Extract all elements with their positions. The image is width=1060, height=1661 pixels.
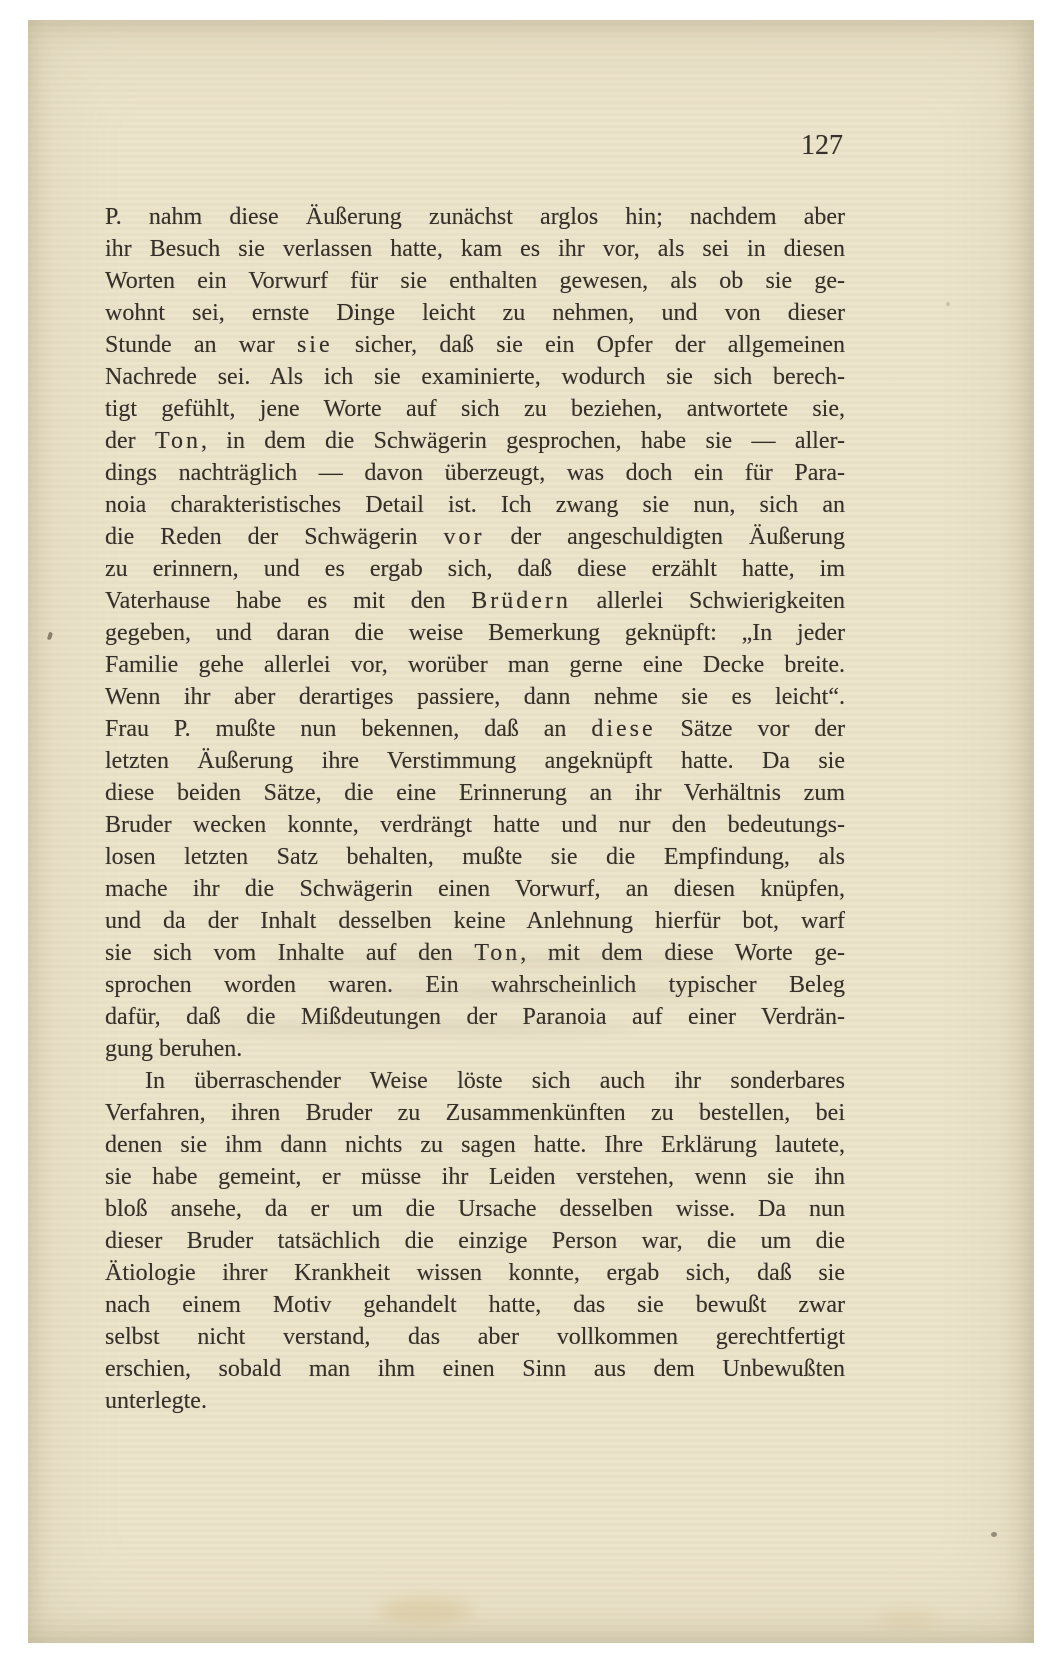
text-line <box>105 489 845 521</box>
paragraph <box>105 201 845 1065</box>
letterspaced-word: Ton <box>154 428 201 454</box>
text-segment: , in dem die Schwägerin gesprochen, habe sie — aller- <box>200 428 845 454</box>
text-line <box>105 329 845 361</box>
text-line <box>105 1289 845 1321</box>
text-line <box>105 265 845 297</box>
text-line <box>105 1193 845 1225</box>
text-line <box>105 617 845 649</box>
text-line <box>105 1033 845 1065</box>
paper-stain <box>878 1610 938 1630</box>
text-segment: noia charakteristisches Detail ist. Ich zwang sie nun, sich an <box>105 492 845 518</box>
text-line <box>105 1257 845 1289</box>
text-segment: dieser Bruder tatsächlich die einzige Person war, die um die <box>105 1228 845 1254</box>
text-segment: dings nachträglich — davon überzeugt, was doch ein für Para- <box>105 460 845 486</box>
text-line <box>105 873 845 905</box>
text-segment: Ätiologie ihrer Krankheit wissen konnte, ergab sich, daß sie <box>105 1260 845 1286</box>
text-segment: der angeschuldigten Äußerung <box>484 524 846 550</box>
text-segment: diese beiden Sätze, die eine Erinnerung an ihr Verhältnis zum <box>105 780 845 806</box>
text-segment: dafür, daß die Mißdeutungen der Paranoia auf einer Verdrän- <box>105 1004 845 1030</box>
text-segment: Sätze vor der <box>655 716 845 742</box>
paper-stain <box>378 1598 473 1624</box>
text-segment: ihr Besuch sie verlassen hatte, kam es ihr vor, als sei in diesen <box>105 236 845 262</box>
text-segment: die Reden der Schwägerin <box>105 524 444 550</box>
text-segment: der <box>105 428 155 454</box>
text-line <box>105 1321 845 1353</box>
text-line <box>105 1097 845 1129</box>
text-segment: Frau P. mußte nun bekennen, daß an <box>105 716 592 742</box>
text-segment: In überraschender Weise löste sich auch ihr sonderbares <box>145 1068 845 1094</box>
text-segment: selbst nicht verstand, das aber vollkommen gerechtfertigt <box>105 1324 845 1350</box>
text-segment: zu erinnern, und es ergab sich, daß diese erzählt hatte, im <box>105 556 845 582</box>
text-segment: Vaterhause habe es mit den <box>105 588 472 614</box>
text-line <box>105 1385 845 1417</box>
letterspaced-word: diese <box>591 716 656 742</box>
text-line <box>105 1065 845 1097</box>
text-line <box>105 233 845 265</box>
text-line <box>105 1129 845 1161</box>
text-segment: wohnt sei, ernste Dinge leicht zu nehmen, und von dieser <box>105 300 845 326</box>
text-segment: gegeben, und daran die weise Bemerkung geknüpft: „In jeder <box>105 620 845 646</box>
text-segment: P. nahm diese Äußerung zunächst arglos hin; nachdem aber <box>105 204 845 230</box>
print-speck <box>946 302 950 306</box>
print-speck <box>991 1532 997 1537</box>
text-segment: denen sie ihm dann nichts zu sagen hatte. Ihre Erklärung lautete, <box>105 1132 845 1158</box>
text-segment: sicher, daß sie ein Opfer der allgemeinen <box>332 332 846 358</box>
text-line <box>105 777 845 809</box>
text-line <box>105 905 845 937</box>
letterspaced-word: Ton <box>474 940 521 966</box>
text-line <box>105 681 845 713</box>
text-line <box>105 585 845 617</box>
text-segment: tigt gefühlt, jene Worte auf sich zu beziehen, antwortete sie, <box>105 396 845 422</box>
text-segment: , mit dem diese Worte ge- <box>520 940 846 966</box>
text-segment: unterlegte. <box>105 1388 207 1414</box>
paragraph <box>105 1065 845 1417</box>
letterspaced-word: vor <box>443 524 485 550</box>
text-segment: Wenn ihr aber derartiges passiere, dann nehme sie es leicht“. <box>105 684 845 710</box>
print-speck <box>47 632 53 641</box>
text-line <box>105 841 845 873</box>
text-segment: allerlei Schwierigkeiten <box>570 588 845 614</box>
text-segment: losen letzten Satz behalten, mußte sie die Empfindung, als <box>105 844 845 870</box>
text-line <box>105 1353 845 1385</box>
text-line <box>105 297 845 329</box>
text-line <box>105 457 845 489</box>
text-line <box>105 1225 845 1257</box>
text-line <box>105 201 845 233</box>
text-line <box>105 1161 845 1193</box>
text-line <box>105 521 845 553</box>
text-line <box>105 393 845 425</box>
letterspaced-word: sie <box>296 332 333 358</box>
showthrough-smudge <box>268 955 738 967</box>
text-segment: Bruder wecken konnte, verdrängt hatte und nur den bedeutungs- <box>105 812 845 838</box>
text-line <box>105 425 845 457</box>
text-segment: und da der Inhalt desselben keine Anlehnung hierfür bot, warf <box>105 908 845 934</box>
text-segment: Verfahren, ihren Bruder zu Zusammenkünften zu bestellen, bei <box>105 1100 845 1126</box>
text-line <box>105 745 845 777</box>
text-line <box>105 553 845 585</box>
text-segment: Familie gehe allerlei vor, worüber man gerne eine Decke breite. <box>105 652 845 678</box>
text-segment: bloß ansehe, da er um die Ursache desselben wisse. Da nun <box>105 1196 845 1222</box>
text-line <box>105 713 845 745</box>
book-page <box>28 20 1034 1643</box>
text-segment: Worten ein Vorwurf für sie enthalten gewesen, als ob sie ge- <box>105 268 845 294</box>
page-number: 127 <box>801 130 843 161</box>
text-segment: Nachrede sei. Als ich sie examinierte, wodurch sie sich berech- <box>105 364 845 390</box>
text-segment: mache ihr die Schwägerin einen Vorwurf, an diesen knüpfen, <box>105 876 845 902</box>
text-block <box>105 201 845 1417</box>
text-segment: nach einem Motiv gehandelt hatte, das sie bewußt zwar <box>105 1292 845 1318</box>
text-segment: sie habe gemeint, er müsse ihr Leiden verstehen, wenn sie ihn <box>105 1164 845 1190</box>
text-segment: letzten Äußerung ihre Verstimmung angeknüpft hatte. Da sie <box>105 748 845 774</box>
text-segment: sie sich vom Inhalte auf den <box>105 940 475 966</box>
text-segment: gung beruhen. <box>105 1036 243 1062</box>
text-segment: erschien, sobald man ihm einen Sinn aus dem Unbewußten <box>105 1356 845 1382</box>
showthrough-smudge <box>328 987 748 999</box>
text-line <box>105 649 845 681</box>
text-segment: sprochen worden waren. Ein wahrscheinlich typischer Beleg <box>105 972 845 998</box>
showthrough-smudge <box>208 1022 638 1034</box>
letterspaced-word: Brüdern <box>471 588 571 614</box>
text-segment: Stunde an war <box>105 332 297 358</box>
text-line <box>105 809 845 841</box>
text-line <box>105 361 845 393</box>
